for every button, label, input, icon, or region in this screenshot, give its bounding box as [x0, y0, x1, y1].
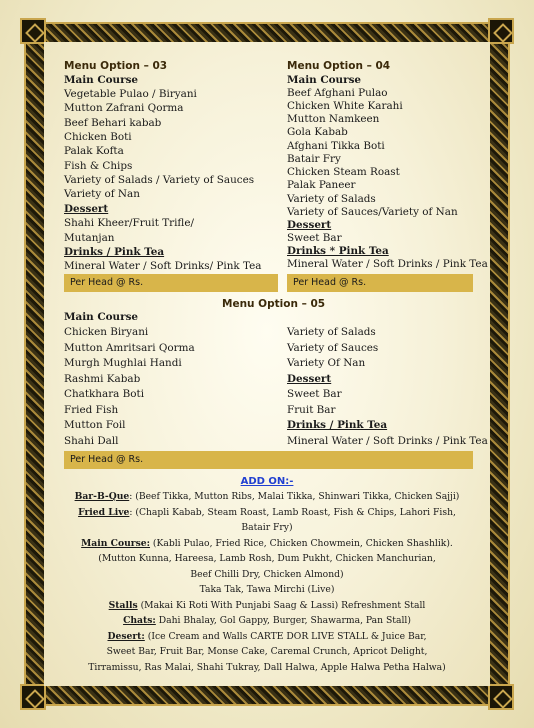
option-05-item: Rashmi Kabab — [64, 373, 141, 385]
bbq-items: : (Beef Tikka, Mutton Ribs, Malai Tikka, Shinwari Tikka, Chicken Sajji) — [129, 491, 460, 502]
stalls-label: Stalls — [108, 600, 138, 611]
option-03-dessert-item: Mutanjan — [64, 232, 115, 244]
stalls-items: (Makai Ki Roti With Punjabi Saag & Lassi) Refreshment Stall — [137, 600, 426, 611]
option-05-drinks-heading: Drinks / Pink Tea — [287, 419, 388, 431]
add-on-fried-live-cont: Batair Fry) — [241, 522, 293, 533]
bbq-label: Bar-B-Que — [74, 491, 130, 502]
option-05-dessert-item: Fruit Bar — [287, 404, 336, 416]
option-05-item: Variety of Salads — [287, 326, 376, 338]
option-03-dessert-item: Shahi Kheer/Fruit Trifle/ — [64, 217, 195, 229]
option-05-item: Murgh Mughlai Handi — [64, 357, 182, 369]
add-on-title: ADD ON:- — [240, 476, 294, 487]
add-on-main-course-cont: (Mutton Kunna, Hareesa, Lamb Rosh, Dum Pukht, Chicken Manchurian, — [98, 553, 436, 564]
option-05-title: Menu Option – 05 — [222, 298, 326, 310]
option-03-dessert-heading: Dessert — [64, 203, 109, 215]
option-03-drinks-item: Mineral Water / Soft Drinks/ Pink Tea — [64, 260, 262, 272]
option-05-item: Mutton Amritsari Qorma — [64, 342, 195, 354]
add-on-desert-cont: Tirramissu, Ras Malai, Shahi Tukray, Dall Halwa, Apple Halwa Petha Halwa) — [88, 662, 446, 673]
option-05-per-head-bar: Per Head @ Rs. — [64, 451, 473, 469]
option-05-dessert-item: Sweet Bar — [287, 388, 342, 400]
option-03-item: Variety of Salads / Variety of Sauces — [64, 174, 255, 186]
corner-ornament-icon — [488, 684, 514, 710]
corner-ornament-icon — [20, 684, 46, 710]
add-on-main-course-cont: Beef Chilli Dry, Chicken Almond) — [190, 569, 344, 580]
option-04-item: Afghani Tikka Boti — [287, 140, 385, 152]
add-on-fried-live — [60, 505, 474, 521]
option-04-item: Chicken Steam Roast — [287, 166, 400, 178]
option-03-item: Beef Behari kabab — [64, 117, 162, 129]
option-03-item: Mutton Zafrani Qorma — [64, 102, 184, 114]
add-on-desert-cont: Sweet Bar, Fruit Bar, Monse Cake, Caremal Crunch, Apricot Delight, — [106, 646, 428, 657]
corner-ornament-icon — [488, 18, 514, 44]
option-05-drinks-item: Mineral Water / Soft Drinks / Pink Tea — [287, 435, 488, 447]
option-04-item: Chicken White Karahi — [287, 100, 403, 112]
desert-items: (Ice Cream and Walls CARTE DOR LIVE STALL & Juice Bar, — [144, 631, 427, 642]
add-on-main-course — [60, 536, 474, 552]
main-course-label: Main Course: — [81, 538, 151, 549]
option-05-item: Shahi Dall — [64, 435, 119, 447]
fried-live-items: : (Chapli Kabab, Steam Roast, Lamb Roast, Fish & Chips, Lahori Fish, — [129, 507, 456, 518]
chats-label: Chats: — [123, 615, 156, 626]
option-04-dessert-heading: Dessert — [287, 219, 332, 231]
option-05-item: Mutton Foil — [64, 419, 126, 431]
option-04-item: Mutton Namkeen — [287, 113, 380, 125]
option-05-item: Chatkhara Boti — [64, 388, 145, 400]
add-on-main-course-cont: Taka Tak, Tawa Mirchi (Live) — [199, 584, 335, 595]
option-03-item: Palak Kofta — [64, 145, 124, 157]
add-on-desert — [60, 629, 474, 645]
option-03-item: Chicken Boti — [64, 131, 132, 143]
fried-live-label: Fried Live — [78, 507, 130, 518]
option-05-dessert-heading: Dessert — [287, 373, 332, 385]
main-course-items: (Kabli Pulao, Fried Rice, Chicken Chowmein, Chicken Shashlik). — [150, 538, 453, 549]
option-04-main-course-heading: Main Course — [287, 74, 362, 86]
option-04-title: Menu Option – 04 — [287, 60, 391, 72]
option-04-item: Batair Fry — [287, 153, 341, 165]
option-03-item: Variety of Nan — [64, 188, 140, 200]
option-05-item: Fried Fish — [64, 404, 119, 416]
option-03-item: Vegetable Pulao / Biryani — [64, 88, 197, 100]
option-04-drinks-item: Mineral Water / Soft Drinks / Pink Tea — [287, 258, 488, 270]
add-on-stalls — [60, 598, 474, 614]
option-04-per-head-bar: Per Head @ Rs. — [287, 274, 473, 292]
option-04-item: Variety of Salads — [287, 193, 376, 205]
option-03-main-course-heading: Main Course — [64, 74, 139, 86]
option-04-dessert-item: Sweet Bar — [287, 232, 342, 244]
option-04-item: Beef Afghani Pulao — [287, 87, 388, 99]
option-03-item: Fish & Chips — [64, 160, 133, 172]
option-03-per-head-bar: Per Head @ Rs. — [64, 274, 278, 292]
chats-items: Dahi Bhalay, Gol Gappy, Burger, Shawarma, Pan Stall) — [155, 615, 411, 626]
add-on-bbq — [60, 489, 474, 505]
option-05-main-course-heading: Main Course — [64, 311, 139, 323]
option-03-drinks-heading: Drinks / Pink Tea — [64, 246, 165, 258]
option-04-item: Gola Kabab — [287, 126, 348, 138]
add-on-chats — [60, 613, 474, 629]
option-04-drinks-heading: Drinks * Pink Tea — [287, 245, 389, 257]
desert-label: Desert: — [107, 631, 145, 642]
option-04-item: Palak Paneer — [287, 179, 356, 191]
option-05-item: Variety Of Nan — [287, 357, 366, 369]
option-03-title: Menu Option – 03 — [64, 60, 168, 72]
option-05-item: Chicken Biryani — [64, 326, 149, 338]
option-04-item: Variety of Sauces/Variety of Nan — [287, 206, 458, 218]
option-05-item: Variety of Sauces — [287, 342, 379, 354]
corner-ornament-icon — [20, 18, 46, 44]
